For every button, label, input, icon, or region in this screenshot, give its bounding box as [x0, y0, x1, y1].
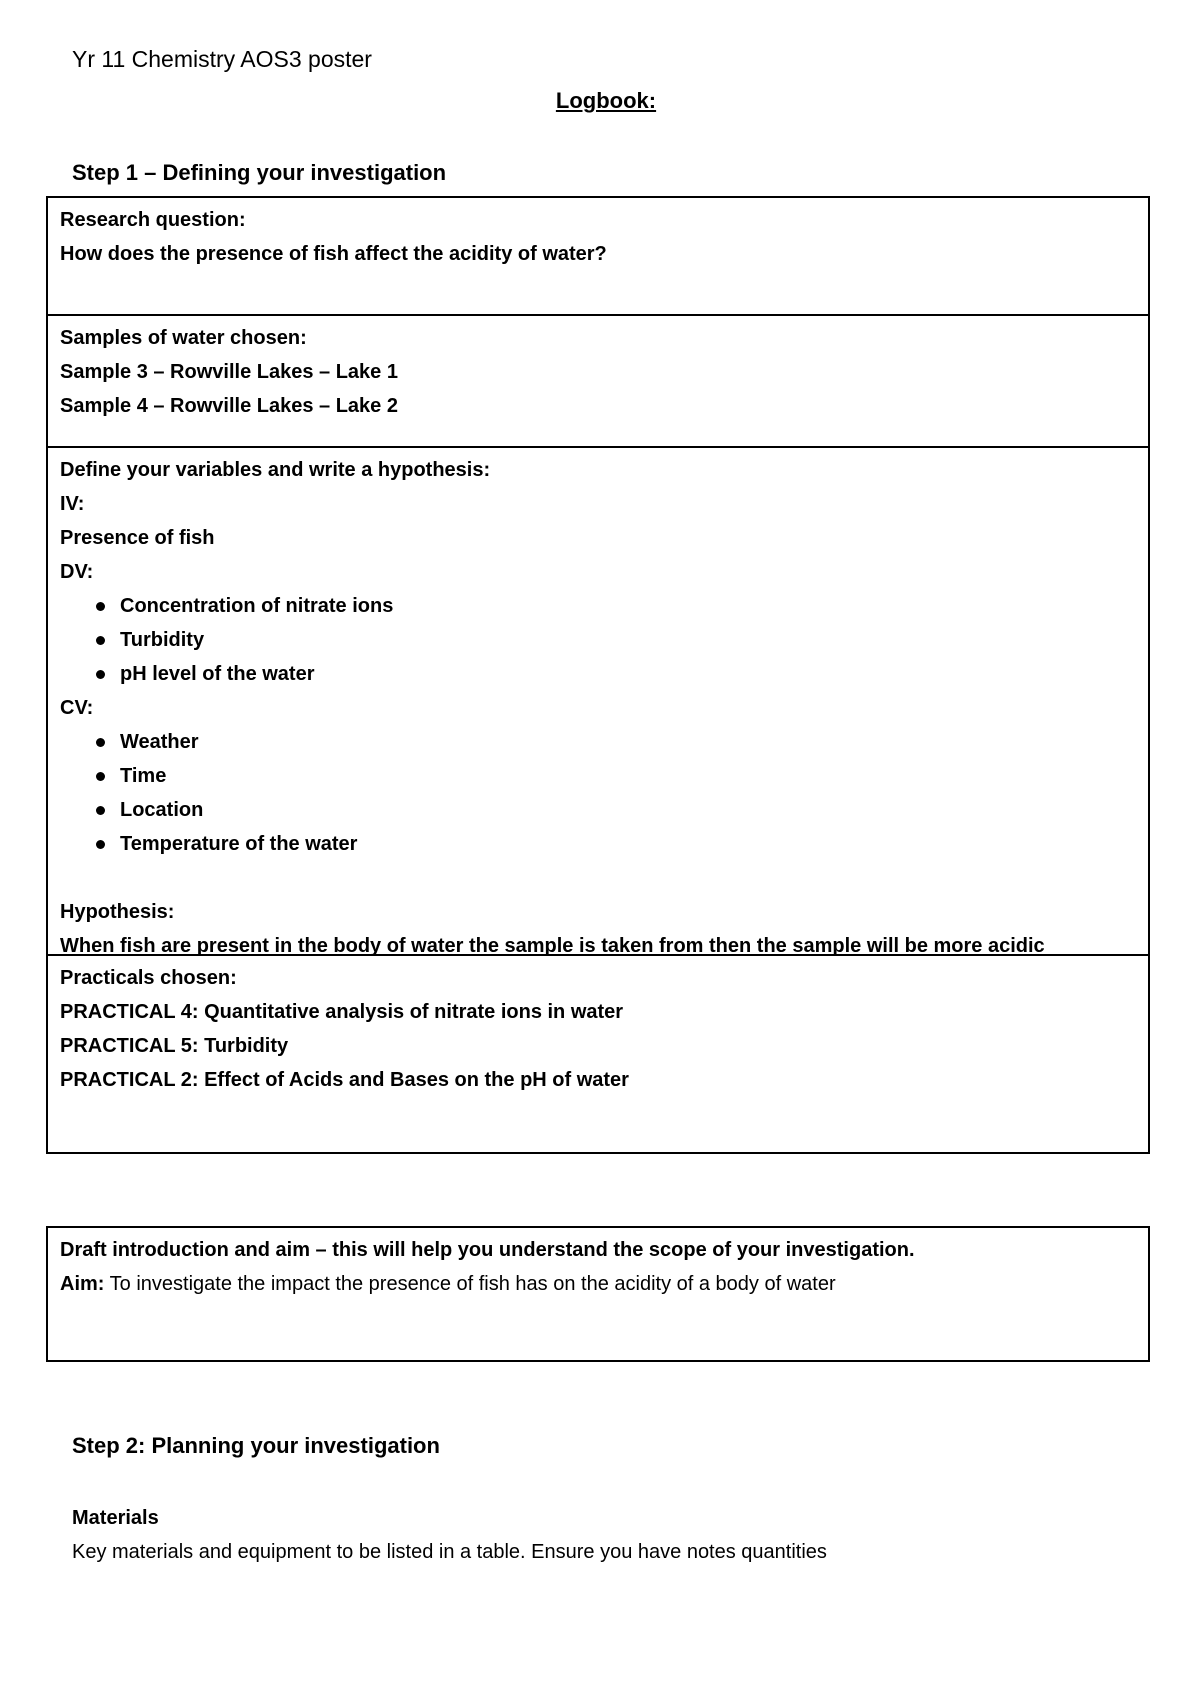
- materials-text: Key materials and equipment to be listed in a table. Ensure you have notes quantities: [72, 1541, 827, 1563]
- bullet-icon: [96, 670, 105, 679]
- aim-line: [60, 1267, 1136, 1301]
- cv-item: Temperature of the water: [60, 827, 1136, 861]
- cv-item: Time: [60, 759, 1136, 793]
- cv-label: CV:: [60, 697, 94, 719]
- research-question-cell: [48, 196, 1148, 314]
- bullet-icon: [96, 772, 105, 781]
- dv-list: [60, 589, 1136, 691]
- dv-item: pH level of the water: [60, 657, 1136, 691]
- bullet-icon: [96, 602, 105, 611]
- practical-item: PRACTICAL 2: Effect of Acids and Bases on the pH of water: [60, 1069, 629, 1091]
- practical-item: PRACTICAL 5: Turbidity: [60, 1035, 289, 1057]
- draft-cell: [48, 1226, 1148, 1362]
- aim-label: Aim:: [60, 1273, 105, 1295]
- research-question-label: Research question:: [60, 209, 246, 231]
- iv-label: IV:: [60, 493, 85, 515]
- bullet-icon: [96, 840, 105, 849]
- practicals-label: Practicals chosen:: [60, 967, 237, 989]
- iv-value: Presence of fish: [60, 527, 215, 549]
- cv-item: Weather: [60, 725, 1136, 759]
- step1-heading: Step 1 – Defining your investigation: [72, 160, 447, 185]
- practical-item: PRACTICAL 4: Quantitative analysis of nitrate ions in water: [60, 1001, 624, 1023]
- sample-item: Sample 3 – Rowville Lakes – Lake 1: [60, 361, 398, 383]
- dv-item: Concentration of nitrate ions: [60, 589, 1136, 623]
- samples-cell: [48, 314, 1148, 446]
- samples-label: Samples of water chosen:: [60, 327, 307, 349]
- draft-label: Draft introduction and aim – this will help you understand the scope of your investigation.: [60, 1239, 915, 1261]
- step2-heading: Step 2: Planning your investigation: [72, 1433, 440, 1458]
- materials-heading: Materials: [72, 1507, 159, 1529]
- dv-item: Turbidity: [60, 623, 1136, 657]
- dv-label: DV:: [60, 561, 94, 583]
- bullet-icon: [96, 806, 105, 815]
- practicals-cell: [48, 954, 1148, 1154]
- document-title: Yr 11 Chemistry AOS3 poster: [72, 46, 372, 72]
- variables-label: Define your variables and write a hypothesis:: [60, 459, 491, 481]
- draft-table: [46, 1226, 1150, 1362]
- cv-item: Location: [60, 793, 1136, 827]
- aim-text: To investigate the impact the presence of fish has on the acidity of a body of water: [104, 1273, 836, 1295]
- research-question-text: How does the presence of fish affect the acidity of water?: [60, 243, 607, 265]
- bullet-icon: [96, 738, 105, 747]
- hypothesis-label: Hypothesis:: [60, 901, 175, 923]
- logbook-heading: Logbook:: [555, 88, 657, 113]
- hypothesis-text: When fish are present in the body of water the sample is taken from then the sample will be more acidic: [60, 935, 1045, 957]
- step1-table: [46, 196, 1150, 1154]
- cv-list: [60, 725, 1136, 861]
- sample-item: Sample 4 – Rowville Lakes – Lake 2: [60, 395, 398, 417]
- variables-cell: [48, 446, 1148, 957]
- bullet-icon: [96, 636, 105, 645]
